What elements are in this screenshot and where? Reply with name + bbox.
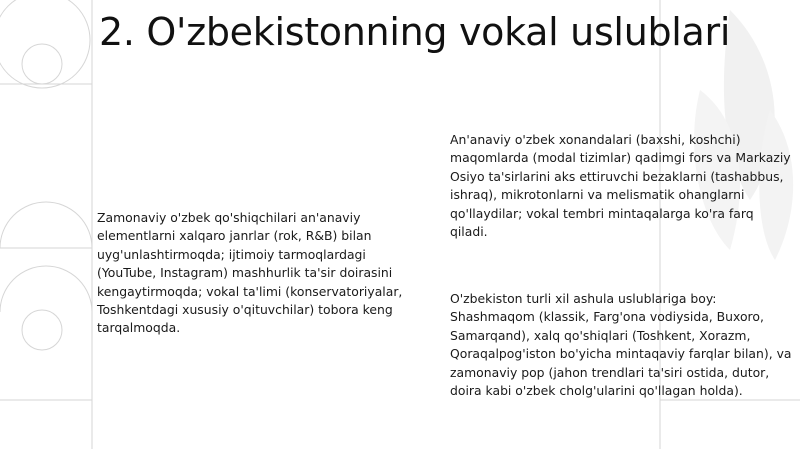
slide-title: 2. O'zbekistonning vokal uslublari bbox=[99, 10, 731, 54]
decor-arc-bottom bbox=[0, 266, 92, 312]
decor-circle-bottom-small bbox=[22, 310, 62, 350]
right-paragraph-styles: O'zbekiston turli xil ashula uslublariga boy: Shashmaqom (klassik, Farg'ona vodiysida, Buxoro, Samarqand), xalq qo'shiqlari (Toshkent, Xorazm, Qoraqalpog'iston bo'yicha mintaqaviy farqlar bilan), va zamonaviy pop (jahon trendlari ta'siri ostida, dutor, doira kabi o'zbek cholg'ularini qo'llagan holda). bbox=[450, 291, 792, 399]
decor-circle-top-small bbox=[22, 44, 62, 84]
left-paragraph: Zamonaviy o'zbek qo'shiqchilari an'anaviy elementlarni xalqaro janrlar (rok, R&B) bilan uyg'unlashtirmoqda; ijtimoiy tarmoqlardagi (YouTube, Instagram) mashhurlik ta'sir doirasini kengaytirmoqda; vokal ta'limi (konservatoriyalar, Toshkentdagi xususiy o'qituvchilar) tobora keng tarqalmoqda. bbox=[97, 210, 403, 336]
right-paragraph-traditional: An'anaviy o'zbek xonandalari (baxshi, koshchi) maqomlarda (modal tizimlar) qadimgi fors va Markaziy Osiyo ta'sirlarini aks ettiruvchi bezaklarni (tashabbus, ishraq), mikrotonlarni va melismatik ohanglarni qo'llaydilar; vokal tembri mintaqalarga ko'ra farq qiladi. bbox=[450, 132, 791, 240]
decor-arc-middle bbox=[0, 202, 92, 248]
